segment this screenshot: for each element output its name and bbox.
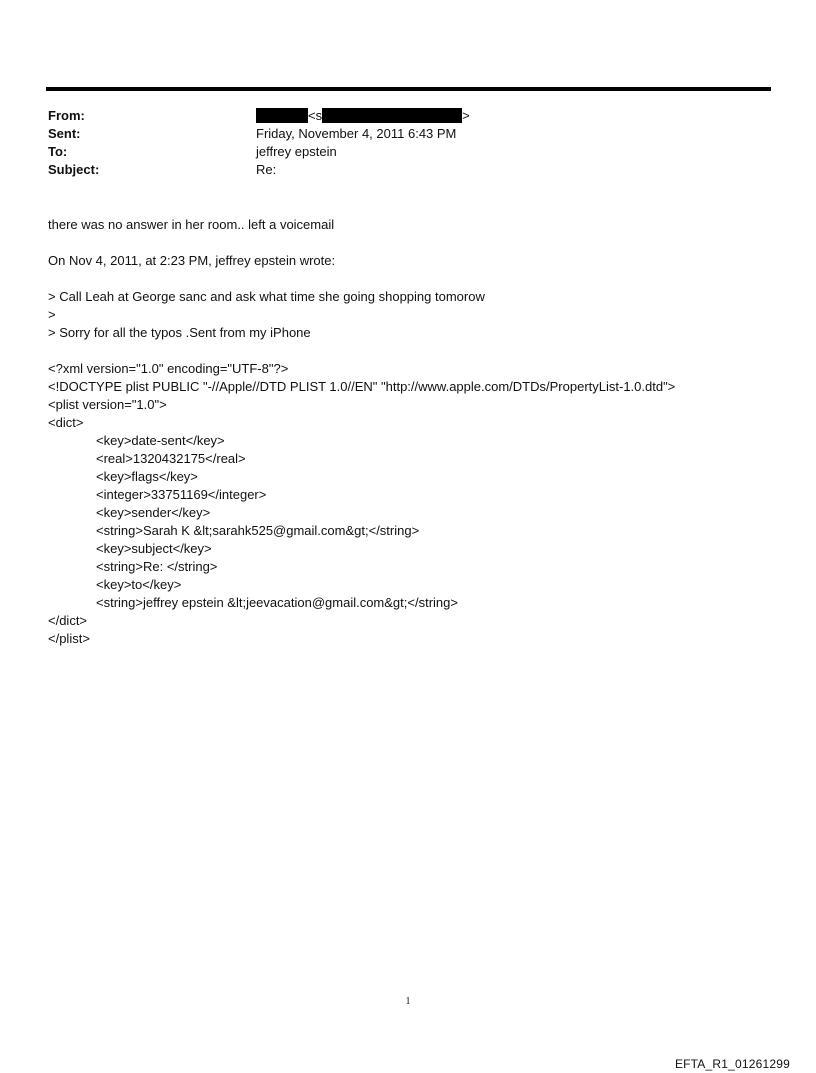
- redaction-box: [322, 108, 462, 123]
- dict-close-tag: </dict>: [48, 613, 88, 628]
- from-bracket-close: >: [462, 108, 470, 123]
- redaction-box: [256, 108, 308, 123]
- to-row: [48, 143, 748, 161]
- plist-entry: <key>to</key>: [96, 577, 182, 592]
- dict-open-tag: <dict>: [48, 415, 84, 430]
- subject-value: Re:: [256, 162, 277, 177]
- plist-entry: <integer>33751169</integer>: [96, 487, 267, 502]
- plist-entry: <string>Re: </string>: [96, 559, 218, 574]
- from-bracket-open: <s: [308, 108, 323, 123]
- plist-entry: <key>flags</key>: [96, 469, 198, 484]
- header-rule: [46, 87, 771, 91]
- plist-doctype: <!DOCTYPE plist PUBLIC "-//Apple//DTD PLIST 1.0//EN" "http://www.apple.com/DTDs/PropertyList-1.0.dtd">: [48, 379, 676, 394]
- plist-entry: <key>subject</key>: [96, 541, 212, 556]
- plist-entry: <string>Sarah K &lt;sarahk525@gmail.com&gt;</string>: [96, 523, 420, 538]
- sent-value: Friday, November 4, 2011 6:43 PM: [256, 126, 457, 141]
- page-number: 1: [405, 996, 411, 1007]
- email-header: [48, 107, 748, 179]
- plist-entry: <string>jeffrey epstein &lt;jeevacation@gmail.com&gt;</string>: [96, 595, 458, 610]
- from-value: [256, 107, 470, 125]
- plist-open-tag: <plist version="1.0">: [48, 397, 167, 412]
- plist-entry: <key>sender</key>: [96, 505, 211, 520]
- to-label: To:: [48, 144, 68, 159]
- quoted-line: > Sorry for all the typos .Sent from my iPhone: [48, 325, 311, 340]
- reply-text: there was no answer in her room.. left a voicemail: [48, 217, 335, 232]
- plist-xml-declaration: <?xml version="1.0" encoding="UTF-8"?>: [48, 361, 289, 376]
- quoted-line: >: [48, 307, 56, 322]
- plist-entry: <key>date-sent</key>: [96, 433, 225, 448]
- sent-row: [48, 125, 748, 143]
- from-label: From:: [48, 108, 85, 123]
- plist-close-tag: </plist>: [48, 631, 90, 646]
- to-value: jeffrey epstein: [256, 144, 337, 159]
- quote-intro: On Nov 4, 2011, at 2:23 PM, jeffrey epstein wrote:: [48, 253, 336, 268]
- from-row: [48, 107, 748, 125]
- email-body: [48, 216, 788, 648]
- quoted-line: > Call Leah at George sanc and ask what time she going shopping tomorow: [48, 289, 485, 304]
- plist-entry: <real>1320432175</real>: [96, 451, 246, 466]
- subject-row: [48, 161, 748, 179]
- document-id: EFTA_R1_01261299: [674, 1057, 790, 1071]
- sent-label: Sent:: [48, 126, 81, 141]
- subject-label: Subject:: [48, 162, 100, 177]
